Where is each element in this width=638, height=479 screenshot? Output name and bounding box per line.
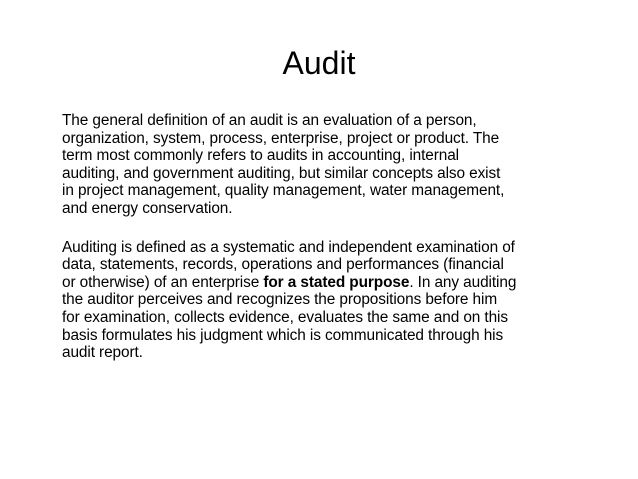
text-run: . In any auditing: [409, 273, 517, 291]
text-line: basis formulates his judgment which is communicated through his: [62, 326, 504, 344]
slide-body: [62, 112, 602, 362]
text-run: or otherwise) of an enterprise: [62, 273, 264, 291]
text-line: and energy conservation.: [62, 199, 233, 217]
text-line: Auditing is defined as a systematic and independent examination of: [62, 238, 515, 256]
text-line: term most commonly refers to audits in accounting, internal: [62, 147, 459, 165]
slide-title: Audit: [282, 45, 356, 81]
paragraph-auditing: [62, 239, 602, 362]
text-line: for examination, collects evidence, evaluates the same and on this: [62, 308, 508, 326]
text-line-mixed: [62, 274, 602, 292]
text-line: audit report.: [62, 344, 143, 362]
text-line: the auditor perceives and recognizes the propositions before him: [62, 291, 498, 309]
text-line: auditing, and government auditing, but similar concepts also exist: [62, 164, 501, 182]
paragraph-definition: [62, 112, 602, 218]
bold-phrase: for a stated purpose: [263, 273, 410, 291]
text-line: organization, system, process, enterprise, project or product. The: [62, 129, 500, 147]
text-line: data, statements, records, operations and performances (financial: [62, 256, 504, 274]
text-line: in project management, quality management, water management,: [62, 182, 505, 200]
text-line: The general definition of an audit is an evaluation of a person,: [62, 112, 477, 129]
